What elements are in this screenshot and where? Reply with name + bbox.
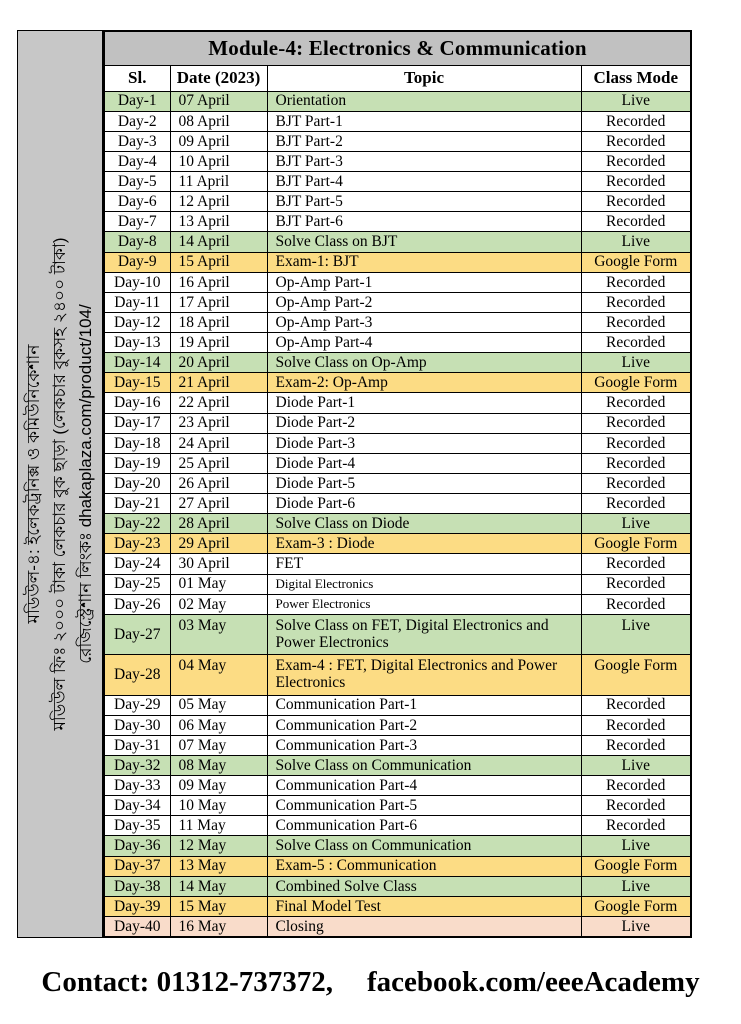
topic-cell: Communication Part-5 (267, 796, 581, 816)
mode-cell: Recorded (581, 594, 691, 614)
topic-cell: Communication Part-6 (267, 816, 581, 836)
table-row (104, 393, 691, 413)
sl-cell: Day-32 (104, 755, 170, 775)
sl-cell: Day-4 (104, 151, 170, 171)
date-cell: 03 May (170, 614, 267, 654)
table-row (104, 473, 691, 493)
sl-cell: Day-30 (104, 715, 170, 735)
date-cell: 10 May (170, 796, 267, 816)
table-row (104, 192, 691, 212)
table-row (104, 413, 691, 433)
topic-cell: BJT Part-3 (267, 151, 581, 171)
sl-cell: Day-14 (104, 353, 170, 373)
sl-cell: Day-18 (104, 433, 170, 453)
topic-cell: Diode Part-3 (267, 433, 581, 453)
topic-cell: BJT Part-1 (267, 111, 581, 131)
sidebar-registration-link: রেজিস্ট্রেশান লিংকঃ dhakaplaza.com/product/104/ (76, 304, 95, 664)
topic-cell: Op-Amp Part-4 (267, 333, 581, 353)
topic-cell: Combined Solve Class (267, 876, 581, 896)
sl-cell: Day-23 (104, 534, 170, 554)
topic-cell: Communication Part-3 (267, 735, 581, 755)
topic-cell: Solve Class on BJT (267, 232, 581, 252)
date-cell: 14 May (170, 876, 267, 896)
date-cell: 30 April (170, 554, 267, 574)
date-cell: 21 April (170, 373, 267, 393)
sl-cell: Day-3 (104, 131, 170, 151)
date-cell: 08 April (170, 111, 267, 131)
table-row (104, 232, 691, 252)
date-cell: 06 May (170, 715, 267, 735)
sl-cell: Day-1 (104, 91, 170, 111)
date-cell: 13 April (170, 212, 267, 232)
table-row (104, 735, 691, 755)
date-cell: 05 May (170, 695, 267, 715)
sl-cell: Day-27 (104, 614, 170, 654)
sl-cell: Day-12 (104, 312, 170, 332)
topic-cell: Op-Amp Part-3 (267, 312, 581, 332)
mode-cell: Recorded (581, 111, 691, 131)
sl-cell: Day-39 (104, 896, 170, 916)
mode-cell: Live (581, 836, 691, 856)
table-row (104, 111, 691, 131)
table-row (104, 836, 691, 856)
sl-cell: Day-9 (104, 252, 170, 272)
mode-cell: Recorded (581, 554, 691, 574)
sl-cell: Day-11 (104, 292, 170, 312)
date-cell: 11 May (170, 816, 267, 836)
table-row (104, 333, 691, 353)
date-cell: 13 May (170, 856, 267, 876)
topic-cell: Op-Amp Part-2 (267, 292, 581, 312)
topic-cell: Diode Part-4 (267, 453, 581, 473)
mode-cell: Live (581, 232, 691, 252)
date-cell: 28 April (170, 514, 267, 534)
table-row (104, 91, 691, 111)
topic-cell: Communication Part-2 (267, 715, 581, 735)
facebook-handle: facebook.com/eeeAcademy (366, 966, 700, 998)
table-row (104, 755, 691, 775)
date-cell: 18 April (170, 312, 267, 332)
mode-cell: Recorded (581, 776, 691, 796)
topic-cell: Op-Amp Part-1 (267, 272, 581, 292)
date-cell: 01 May (170, 574, 267, 594)
sl-cell: Day-2 (104, 111, 170, 131)
mode-cell: Recorded (581, 151, 691, 171)
sl-cell: Day-31 (104, 735, 170, 755)
sl-cell: Day-5 (104, 172, 170, 192)
table-row (104, 212, 691, 232)
sl-cell: Day-10 (104, 272, 170, 292)
mode-cell: Google Form (581, 655, 691, 695)
date-cell: 14 April (170, 232, 267, 252)
sl-cell: Day-22 (104, 514, 170, 534)
sl-cell: Day-29 (104, 695, 170, 715)
topic-cell: Solve Class on Diode (267, 514, 581, 534)
date-cell: 09 April (170, 131, 267, 151)
date-cell: 11 April (170, 172, 267, 192)
sl-cell: Day-19 (104, 453, 170, 473)
date-cell: 22 April (170, 393, 267, 413)
mode-cell: Recorded (581, 715, 691, 735)
mode-cell: Recorded (581, 473, 691, 493)
sl-cell: Day-17 (104, 413, 170, 433)
mode-cell: Recorded (581, 212, 691, 232)
date-cell: 24 April (170, 433, 267, 453)
sl-cell: Day-15 (104, 373, 170, 393)
sl-cell: Day-24 (104, 554, 170, 574)
topic-cell: Diode Part-1 (267, 393, 581, 413)
mode-cell: Recorded (581, 574, 691, 594)
footer-contact (0, 966, 741, 999)
mode-cell: Recorded (581, 393, 691, 413)
table-row (104, 796, 691, 816)
topic-cell: Communication Part-4 (267, 776, 581, 796)
table-row (104, 574, 691, 594)
topic-cell: BJT Part-4 (267, 172, 581, 192)
schedule-body (104, 91, 691, 937)
table-row (104, 514, 691, 534)
header-row (104, 65, 691, 91)
date-cell: 02 May (170, 594, 267, 614)
table-row (104, 353, 691, 373)
column-header-topic: Topic (267, 65, 581, 91)
topic-cell: Exam-4 : FET, Digital Electronics and Power Electronics (267, 655, 581, 695)
mode-cell: Recorded (581, 172, 691, 192)
date-cell: 12 May (170, 836, 267, 856)
table-row (104, 453, 691, 473)
mode-cell: Recorded (581, 433, 691, 453)
table-row (104, 373, 691, 393)
topic-cell: Exam-3 : Diode (267, 534, 581, 554)
table-row (104, 715, 691, 735)
sl-cell: Day-13 (104, 333, 170, 353)
date-cell: 27 April (170, 494, 267, 514)
sl-cell: Day-40 (104, 916, 170, 937)
topic-cell: Final Model Test (267, 896, 581, 916)
table-row (104, 916, 691, 937)
mode-cell: Recorded (581, 413, 691, 433)
mode-cell: Live (581, 614, 691, 654)
topic-cell: Diode Part-2 (267, 413, 581, 433)
date-cell: 07 May (170, 735, 267, 755)
sl-cell: Day-35 (104, 816, 170, 836)
table-row (104, 433, 691, 453)
mode-cell: Recorded (581, 796, 691, 816)
topic-cell: Closing (267, 916, 581, 937)
sidebar-module-title: মডিউল-৪: ইলেকট্রনিক্স ও কমিউনিকেশান (24, 344, 43, 624)
schedule-layout (17, 30, 692, 938)
sl-cell: Day-33 (104, 776, 170, 796)
topic-cell: Exam-2: Op-Amp (267, 373, 581, 393)
date-cell: 16 April (170, 272, 267, 292)
date-cell: 17 April (170, 292, 267, 312)
sl-cell: Day-38 (104, 876, 170, 896)
table-row (104, 494, 691, 514)
mode-cell: Live (581, 916, 691, 937)
date-cell: 26 April (170, 473, 267, 493)
sidebar-rotated-text (21, 32, 99, 937)
title-row (104, 31, 691, 65)
date-cell: 12 April (170, 192, 267, 212)
sl-cell: Day-8 (104, 232, 170, 252)
topic-cell: Power Electronics (267, 594, 581, 614)
date-cell: 23 April (170, 413, 267, 433)
date-cell: 25 April (170, 453, 267, 473)
topic-cell: Solve Class on Communication (267, 836, 581, 856)
date-cell: 15 April (170, 252, 267, 272)
mode-cell: Live (581, 353, 691, 373)
topic-cell: Diode Part-6 (267, 494, 581, 514)
column-header-sl: Sl. (104, 65, 170, 91)
table-row (104, 695, 691, 715)
date-cell: 08 May (170, 755, 267, 775)
table-row (104, 896, 691, 916)
mode-cell: Google Form (581, 373, 691, 393)
date-cell: 10 April (170, 151, 267, 171)
topic-cell: FET (267, 554, 581, 574)
date-cell: 15 May (170, 896, 267, 916)
date-cell: 16 May (170, 916, 267, 937)
mode-cell: Recorded (581, 695, 691, 715)
mode-cell: Live (581, 755, 691, 775)
table-row (104, 876, 691, 896)
sl-cell: Day-34 (104, 796, 170, 816)
date-cell: 29 April (170, 534, 267, 554)
table-row (104, 272, 691, 292)
topic-cell: Exam-1: BJT (267, 252, 581, 272)
date-cell: 19 April (170, 333, 267, 353)
table-row (104, 554, 691, 574)
sl-cell: Day-28 (104, 655, 170, 695)
topic-cell: BJT Part-5 (267, 192, 581, 212)
topic-cell: BJT Part-6 (267, 212, 581, 232)
mode-cell: Live (581, 514, 691, 534)
table-row (104, 292, 691, 312)
date-cell: 09 May (170, 776, 267, 796)
column-header-date: Date (2023) (170, 65, 267, 91)
table-row (104, 312, 691, 332)
table-title: Module-4: Electronics & Communication (104, 31, 691, 65)
date-cell: 20 April (170, 353, 267, 373)
sl-cell: Day-21 (104, 494, 170, 514)
topic-cell: Solve Class on FET, Digital Electronics and Power Electronics (267, 614, 581, 654)
mode-cell: Live (581, 91, 691, 111)
sl-cell: Day-6 (104, 192, 170, 212)
topic-cell: Communication Part-1 (267, 695, 581, 715)
topic-cell: Digital Electronics (267, 574, 581, 594)
contact-phone: Contact: 01312-737372, (41, 966, 333, 998)
mode-cell: Recorded (581, 494, 691, 514)
table-row (104, 655, 691, 695)
topic-cell: Orientation (267, 91, 581, 111)
topic-cell: Diode Part-5 (267, 473, 581, 493)
date-cell: 04 May (170, 655, 267, 695)
date-cell: 07 April (170, 91, 267, 111)
sl-cell: Day-25 (104, 574, 170, 594)
mode-cell: Recorded (581, 333, 691, 353)
mode-cell: Live (581, 876, 691, 896)
mode-cell: Recorded (581, 292, 691, 312)
mode-cell: Recorded (581, 272, 691, 292)
mode-cell: Recorded (581, 453, 691, 473)
topic-cell: BJT Part-2 (267, 131, 581, 151)
mode-cell: Google Form (581, 534, 691, 554)
table-row (104, 776, 691, 796)
table-row (104, 594, 691, 614)
table-row (104, 172, 691, 192)
sl-cell: Day-26 (104, 594, 170, 614)
sl-cell: Day-36 (104, 836, 170, 856)
sidebar-info-panel (17, 30, 103, 938)
topic-cell: Exam-5 : Communication (267, 856, 581, 876)
table-row (104, 534, 691, 554)
mode-cell: Google Form (581, 856, 691, 876)
table-row (104, 151, 691, 171)
schedule-table (103, 30, 692, 938)
table-row (104, 816, 691, 836)
table-row (104, 252, 691, 272)
mode-cell: Recorded (581, 735, 691, 755)
column-header-class-mode: Class Mode (581, 65, 691, 91)
sl-cell: Day-37 (104, 856, 170, 876)
mode-cell: Recorded (581, 312, 691, 332)
mode-cell: Recorded (581, 816, 691, 836)
topic-cell: Solve Class on Communication (267, 755, 581, 775)
mode-cell: Google Form (581, 896, 691, 916)
sl-cell: Day-20 (104, 473, 170, 493)
sidebar-fee-info: মডিউল ফিঃ ২০০০ টাকা লেকচার বুক ছাড়া (লেকচার বুকসহ ২৪০০ টাকা) (50, 237, 69, 731)
table-row (104, 856, 691, 876)
sl-cell: Day-7 (104, 212, 170, 232)
mode-cell: Recorded (581, 192, 691, 212)
mode-cell: Google Form (581, 252, 691, 272)
mode-cell: Recorded (581, 131, 691, 151)
topic-cell: Solve Class on Op-Amp (267, 353, 581, 373)
table-row (104, 131, 691, 151)
sl-cell: Day-16 (104, 393, 170, 413)
table-row (104, 614, 691, 654)
